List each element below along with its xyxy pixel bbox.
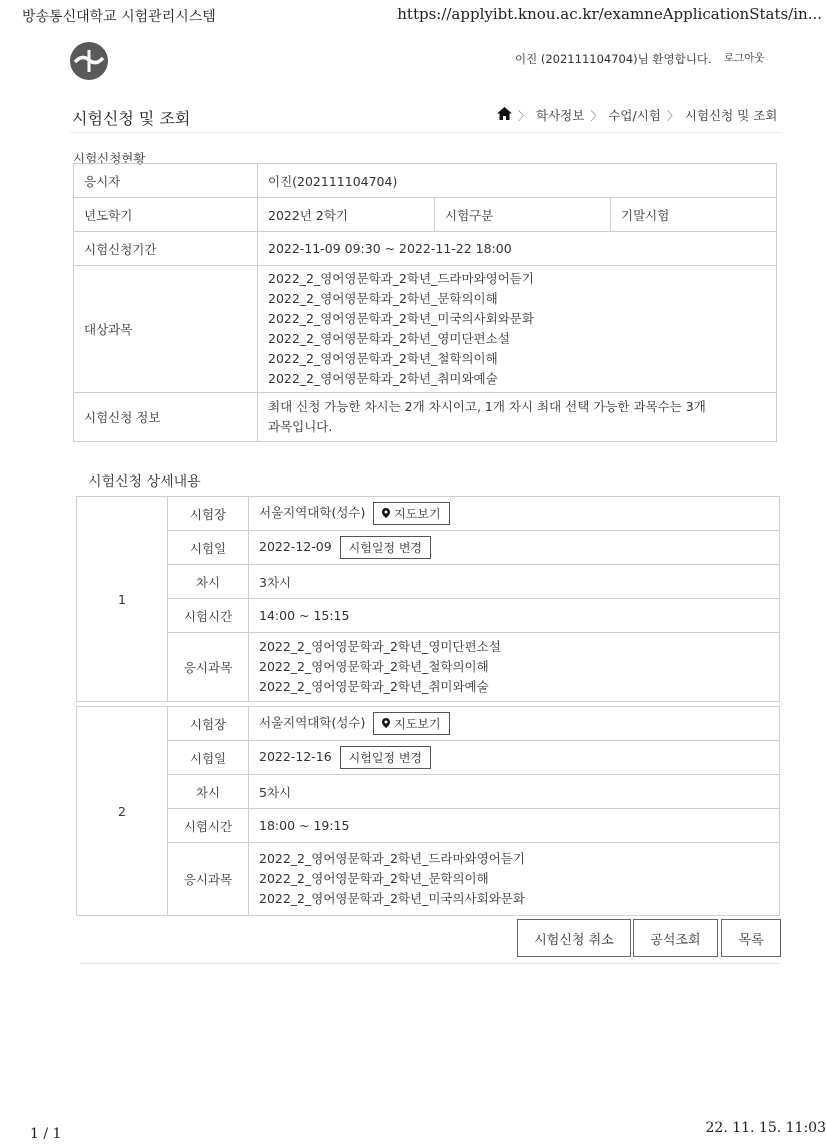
exam-type-value: 기말시험 <box>611 198 777 232</box>
change-schedule-button[interactable]: 시험일정 변경 <box>340 746 431 769</box>
label-exam-subjects: 응시과목 <box>168 843 249 916</box>
entry-number: 1 <box>77 497 168 702</box>
exam-subject-item: 2022_2_영어영문학과_2학년_문학의이해 <box>259 871 489 886</box>
info-value <box>258 393 777 442</box>
info-line: 과목입니다. <box>268 419 333 434</box>
breadcrumb-separator-icon: 〉 <box>590 108 603 123</box>
breadcrumb-separator-icon: 〉 <box>518 108 531 123</box>
session-value: 3차시 <box>249 565 780 599</box>
time-value: 14:00 ~ 15:15 <box>249 599 780 633</box>
date-cell <box>249 531 780 565</box>
exam-subject-item: 2022_2_영어영문학과_2학년_영미단편소설 <box>259 639 501 654</box>
subject-item: 2022_2_영어영문학과_2학년_드라마와영어듣기 <box>268 271 534 286</box>
label-subjects: 대상과목 <box>74 266 258 393</box>
university-logo[interactable] <box>70 42 108 80</box>
map-button[interactable]: 지도보기 <box>373 502 449 525</box>
status-table <box>73 163 777 442</box>
session-value: 5차시 <box>249 775 780 809</box>
logo-icon <box>70 42 108 80</box>
cancel-application-button[interactable]: 시험신청 취소 <box>517 919 631 957</box>
date-value: 2022-12-09 <box>259 539 332 554</box>
change-schedule-button[interactable]: 시험일정 변경 <box>340 536 431 559</box>
breadcrumb <box>497 106 777 124</box>
venue-value: 서울지역대학(성수) <box>259 505 366 520</box>
breadcrumb-item[interactable]: 학사정보 <box>536 108 585 123</box>
label-time: 시험시간 <box>168 599 249 633</box>
label-venue: 시험장 <box>168 497 249 531</box>
label-applicant: 응시자 <box>74 164 258 198</box>
detail-section-label: 시험신청 상세내용 <box>88 474 201 490</box>
exam-entry-table <box>76 496 780 702</box>
seat-inquiry-button[interactable]: 공석조회 <box>633 919 718 957</box>
label-exam-subjects: 응시과목 <box>168 633 249 702</box>
bottom-divider <box>80 963 780 964</box>
label-year-semester: 년도학기 <box>74 198 258 232</box>
print-header-url: https://applyibt.knou.ac.kr/examneApplicationStats/in... <box>397 5 822 23</box>
page-title: 시험신청 및 조회 <box>72 109 191 128</box>
venue-cell <box>249 707 780 741</box>
subject-item: 2022_2_영어영문학과_2학년_문학의이해 <box>268 291 498 306</box>
date-value: 2022-12-16 <box>259 749 332 764</box>
label-date: 시험일 <box>168 531 249 565</box>
home-icon[interactable] <box>497 107 512 123</box>
print-date: 22. 11. 15. 11:03 <box>705 1120 826 1136</box>
status-section-label: 시험신청현황 <box>73 151 146 166</box>
exam-subject-item: 2022_2_영어영문학과_2학년_취미와예술 <box>259 679 489 694</box>
subject-item: 2022_2_영어영문학과_2학년_철학의이해 <box>268 351 498 366</box>
applicant-value: 이진(202111104704) <box>258 164 777 198</box>
print-header-title: 방송통신대학교 시험관리시스템 <box>22 9 216 25</box>
label-session: 차시 <box>168 565 249 599</box>
date-cell <box>249 741 780 775</box>
exam-subject-item: 2022_2_영어영문학과_2학년_철학의이해 <box>259 659 489 674</box>
label-session: 차시 <box>168 775 249 809</box>
logout-link[interactable]: 로그아웃 <box>724 52 765 64</box>
entry-number: 2 <box>77 707 168 916</box>
exam-subject-item: 2022_2_영어영문학과_2학년_드라마와영어듣기 <box>259 851 525 866</box>
label-venue: 시험장 <box>168 707 249 741</box>
subject-item: 2022_2_영어영문학과_2학년_영미단편소설 <box>268 331 510 346</box>
list-button[interactable]: 목록 <box>721 919 781 957</box>
subject-item: 2022_2_영어영문학과_2학년_미국의사회와문화 <box>268 311 534 326</box>
location-pin-icon <box>382 717 390 731</box>
label-period: 시험신청기간 <box>74 232 258 266</box>
info-line: 최대 신청 가능한 차시는 2개 차시이고, 1개 차시 최대 선택 가능한 과목수는 3개 <box>268 399 706 414</box>
exam-subjects-list <box>249 633 780 702</box>
label-exam-type: 시험구분 <box>435 198 611 232</box>
label-date: 시험일 <box>168 741 249 775</box>
breadcrumb-item[interactable]: 수업/시험 <box>608 108 661 123</box>
breadcrumb-item-current: 시험신청 및 조회 <box>684 108 778 123</box>
venue-value: 서울지역대학(성수) <box>259 715 366 730</box>
title-divider <box>70 132 782 133</box>
exam-subjects-list <box>249 843 780 916</box>
breadcrumb-separator-icon: 〉 <box>666 108 679 123</box>
label-info: 시험신청 정보 <box>74 393 258 442</box>
welcome-message: 이진 (202111104704)님 환영합니다. <box>515 52 712 66</box>
period-value: 2022-11-09 09:30 ~ 2022-11-22 18:00 <box>258 232 777 266</box>
venue-cell <box>249 497 780 531</box>
year-semester-value: 2022년 2학기 <box>258 198 435 232</box>
exam-entry-table <box>76 706 780 916</box>
location-pin-icon <box>382 507 390 521</box>
print-page-count: 1 / 1 <box>30 1126 62 1142</box>
map-button[interactable]: 지도보기 <box>373 712 449 735</box>
exam-subject-item: 2022_2_영어영문학과_2학년_미국의사회와문화 <box>259 891 525 906</box>
subject-item: 2022_2_영어영문학과_2학년_취미와예술 <box>268 371 498 386</box>
subjects-list <box>258 266 777 393</box>
label-time: 시험시간 <box>168 809 249 843</box>
time-value: 18:00 ~ 19:15 <box>249 809 780 843</box>
